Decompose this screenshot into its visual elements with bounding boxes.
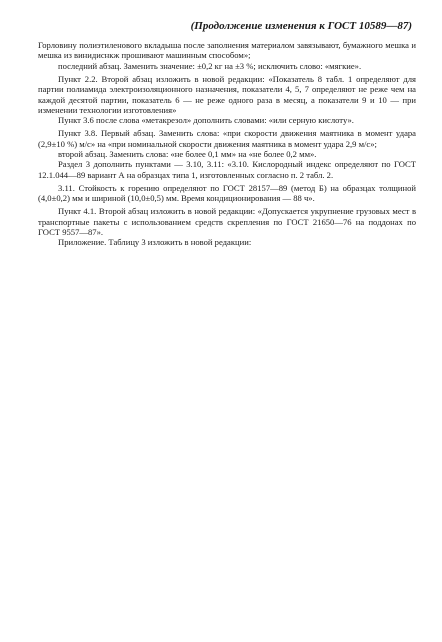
document-body [38,40,416,248]
paragraph-7: Раздел 3 дополнить пунктами — 3.10, 3.11: «3.10. Кислородный индекс определяют по ГОСТ 12.1.044—89 вариант А на образцах типа 1, изготовленных согласно п. 2 табл. 2. [38,159,416,180]
paragraph-6: второй абзац. Заменить слова: «не более 0,1 мм» на «не более 0,2 мм». [58,149,317,160]
paragraph-9: Пункт 4.1. Второй абзац изложить в новой редакции: «Допускается укрупнение грузовых мест в транспортные пакеты с использованием средств скрепления по ГОСТ 21650—76 на поддонах по ГОСТ 9557—87». [38,206,416,237]
paragraph-5: Пункт 3.8. Первый абзац. Заменить слова: «при скорости движения маятника в момент удара (2,9±10 %) м/с» на «при номинальной скорости движения маятника в момент удара 2,9 м/с»; [38,128,416,149]
paragraph-2: последний абзац. Заменить значение: ±0,2 кг на ±3 %; исключить слово: «мягкие». [58,60,362,71]
paragraph-8: 3.11. Стойкость к горению определяют по ГОСТ 28157—89 (метод Б) на образцах толщиной (4,0±0,2) мм и шириной (10,0±0,5) мм. Время кондиционирования — 88 ч». [38,182,416,204]
page-header: (Продолжение изменения к ГОСТ 10589—87) [190,20,412,32]
paragraph-1: Горловину полиэтиленового вкладыша после заполнения материалом завязывают, бумажного мешка и мешка из винидиснкж прошивают машинным способом»; [38,40,416,61]
paragraph-10: Приложение. Таблицу 3 изложить в новой редакции: [58,237,252,248]
paragraph-3: Пункт 2.2. Второй абзац изложить в новой редакции: «Показатель 8 табл. 1 определяют для партии полиамида электроизоляционного назначения, показатели 4, 5, 7 определяют не реже чем на каждой десятой партии, показатель 6 — не реже одного раза в месяц, а показатели 9 и 10 — при изменении технологии изготовления» [38,73,416,115]
paragraph-4: Пункт 3.6 после слова «метакрезол» дополнить словами: «или серную кислоту». [58,115,354,126]
